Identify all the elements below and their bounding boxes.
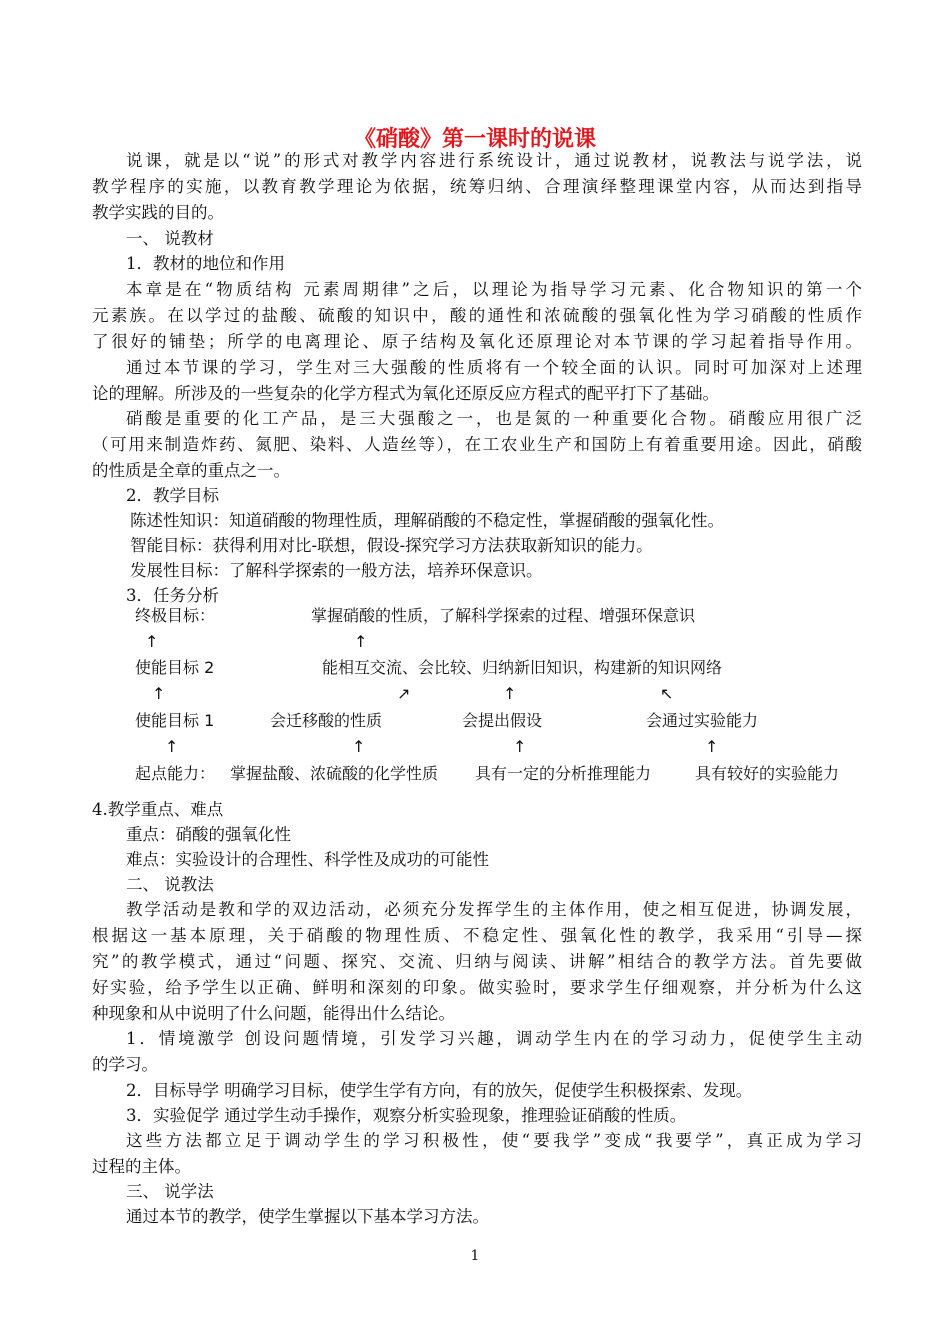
diagram-row2-text: 能相互交流、会比较、归纳新旧知识，构建新的知识网络 — [322, 658, 723, 677]
diagram-row1-label: 终极目标： — [135, 606, 216, 625]
section-3-heading: 三、 说学法 — [126, 1182, 214, 1201]
method-item: 的学习。 — [92, 1055, 158, 1074]
paragraph-line: 通过本节课的学习，学生对三大强酸的性质将有一个较全面的认识。同时可加深对上述理 — [126, 358, 862, 377]
paragraph-line: 过程的主体。 — [92, 1157, 191, 1176]
goal-item: 发展性目标：了解科学探索的一般方法，培养环保意识。 — [130, 561, 543, 580]
intro-line: 教学实践的目的。 — [92, 203, 224, 222]
paragraph-line: 好实验，给予学生以正确、鲜明和深刻的印象。做实验时，要求学生仔细观察，并分析为什么这 — [92, 978, 862, 997]
up-arrow-icon: ↑ — [503, 684, 517, 703]
up-arrow-icon: ↑ — [145, 632, 159, 651]
paragraph-line: 根据这一基本原理，关于硝酸的物理性质、不稳定性、强氧化性的教学，我采用“引导—探 — [92, 926, 862, 945]
north-west-arrow-icon: ↖ — [660, 684, 674, 703]
paragraph-line: 种现象和从中说明了什么问题，能得出什么结论。 — [92, 1004, 455, 1023]
paragraph-line: 通过本节的教学，使学生掌握以下基本学习方法。 — [126, 1207, 489, 1226]
up-arrow-icon: ↑ — [165, 737, 179, 756]
paragraph-line: 的性质是全章的重点之一。 — [92, 461, 290, 480]
paragraph-line: 教学活动是教和学的双边活动，必须充分发挥学生的主体作用，使之相互促进，协调发展， — [126, 900, 862, 919]
north-east-arrow-icon: ↗ — [397, 684, 411, 703]
paragraph-line: 究”的教学模式，通过“问题、探究、交流、归纳与阅读、讲解”相结合的教学方法。首先要做 — [92, 952, 862, 971]
diagram-row3-item: 会提出假设 — [462, 711, 543, 730]
paragraph-line: 本章是在“物质结构 元素周期律”之后，以理论为指导学习元素、化合物知识的第一个 — [126, 280, 862, 299]
diagram-row3-item: 会迁移酸的性质 — [270, 711, 383, 730]
subsection-1-3-heading: 3．任务分析 — [126, 586, 219, 605]
key-point: 重点：硝酸的强氧化性 — [126, 825, 291, 844]
page-number: 1 — [470, 1248, 480, 1264]
subsection-1-4-heading: 4.教学重点、难点 — [92, 800, 224, 819]
diagram-row4-label: 起点能力： — [135, 764, 216, 783]
diagram-row3-item: 会通过实验能力 — [646, 711, 759, 730]
up-arrow-icon: ↑ — [513, 737, 527, 756]
method-item: 2．目标导学 明确学习目标，使学生学有方向，有的放矢，促使学生积极探索、发现。 — [126, 1081, 753, 1100]
paragraph-line: （可用来制造炸药、氮肥、染料、人造丝等），在工农业生产和国防上有着重要用途。因此，硝酸 — [92, 435, 862, 454]
method-item: 3．实验促学 通过学生动手操作，观察分析实验现象，推理验证硝酸的性质。 — [126, 1106, 687, 1125]
paragraph-line: 了很好的铺垫；所学的电离理论、原子结构及氧化还原理论对本节课的学习起着指导作用。 — [92, 332, 862, 351]
paragraph-line: 硝酸是重要的化工产品，是三大强酸之一，也是氮的一种重要化合物。硝酸应用很广泛 — [126, 409, 862, 428]
difficult-point: 难点：实验设计的合理性、科学性及成功的可能性 — [126, 850, 489, 869]
up-arrow-icon: ↑ — [705, 737, 719, 756]
paragraph-line: 这些方法都立足于调动学生的学习积极性，使“要我学”变成“我要学”，真正成为学习 — [126, 1131, 862, 1150]
paragraph-line: 元素族。在以学过的盐酸、硫酸的知识中，酸的通性和浓硫酸的强氧化性为学习硝酸的性质作 — [92, 306, 862, 325]
diagram-row4-item: 具有较好的实验能力 — [695, 764, 840, 783]
document-title: 《硝酸》第一课时的说课 — [353, 126, 596, 152]
diagram-row4-item: 具有一定的分析推理能力 — [475, 764, 652, 783]
intro-line: 教学程序的实施，以教育教学理论为依据，统筹归纳、合理演绎整理课堂内容，从而达到指导 — [92, 177, 862, 196]
section-1-heading: 一、 说教材 — [126, 229, 214, 248]
goal-item: 智能目标：获得利用对比-联想，假设-探究学习方法获取新知识的能力。 — [130, 536, 653, 555]
goal-item: 陈述性知识：知道硝酸的物理性质，理解硝酸的不稳定性，掌握硝酸的强氧化性。 — [130, 511, 724, 530]
diagram-row1-text: 掌握硝酸的性质，了解科学探索的过程、增强环保意识 — [311, 606, 696, 625]
up-arrow-icon: ↑ — [352, 737, 366, 756]
diagram-row4-item: 掌握盐酸、浓硫酸的化学性质 — [230, 764, 439, 783]
subsection-1-2-heading: 2．教学目标 — [126, 486, 219, 505]
intro-line: 说课，就是以“说”的形式对教学内容进行系统设计，通过说教材，说教法与说学法，说 — [126, 151, 862, 170]
subsection-1-1-heading: 1．教材的地位和作用 — [126, 254, 285, 273]
diagram-row3-label: 使能目标 1 — [135, 711, 215, 730]
paragraph-line: 论的理解。所涉及的一些复杂的化学方程式为氧化还原反应方程式的配平打下了基础。 — [92, 384, 719, 403]
section-2-heading: 二、 说教法 — [126, 875, 214, 894]
up-arrow-icon: ↑ — [354, 632, 368, 651]
up-arrow-icon: ↑ — [152, 684, 166, 703]
method-item: 1．情境激学 创设问题情境，引发学习兴趣，调动学生内在的学习动力，促使学生主动 — [126, 1029, 862, 1048]
diagram-row2-label: 使能目标 2 — [135, 658, 215, 677]
